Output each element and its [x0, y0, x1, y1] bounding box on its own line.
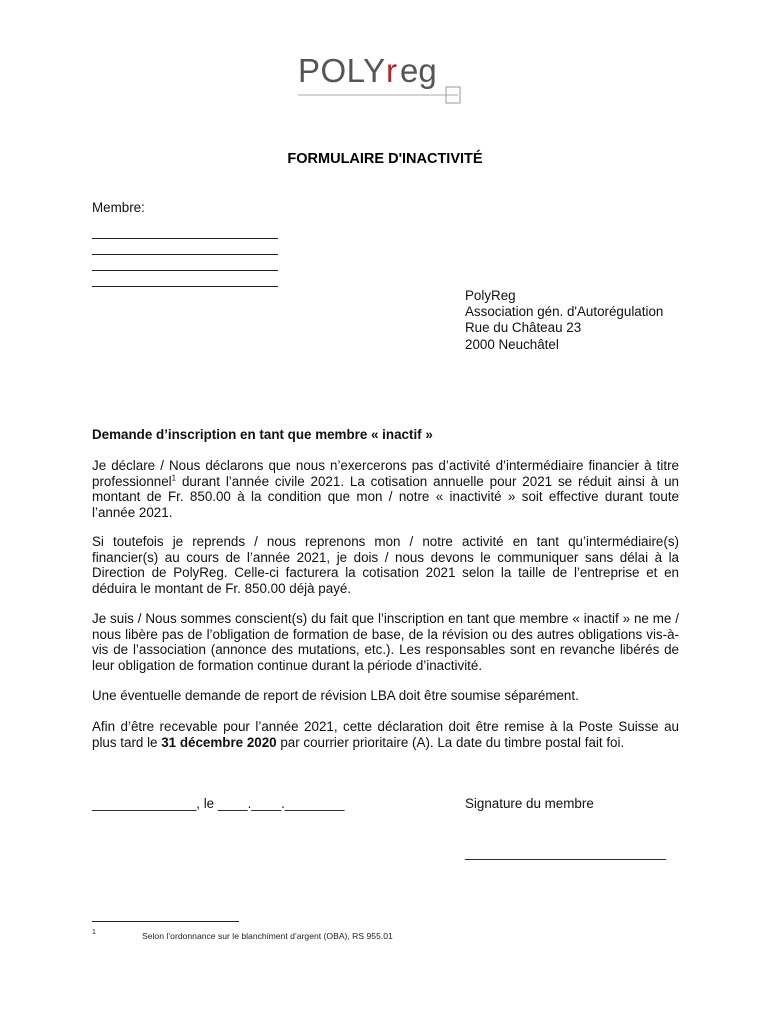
request-heading: Demande d’inscription en tant que membre « inactif »: [92, 427, 433, 442]
footnote-ref: 1: [171, 473, 177, 483]
member-line-1[interactable]: [92, 238, 278, 239]
paragraph-1-text-b: durant l’année civile 2021. La cotisation annuelle pour 2021 se réduit ainsi à un montant de Fr. 850.00 à la condition que mon / notre « inactivité » soit effective durant toute l’année 2021.: [92, 473, 679, 520]
member-label: Membre:: [92, 200, 145, 215]
signature-line[interactable]: ___________________________: [465, 845, 667, 860]
page-title: FORMULAIRE D'INACTIVITÉ: [287, 151, 483, 167]
address-line: Association gén. d'Autorégulation: [465, 304, 664, 320]
svg-text:POLY: POLY: [298, 52, 386, 89]
address-line: Rue du Château 23: [465, 320, 582, 336]
paragraph-5-text-b: par courrier prioritaire (A). La date du timbre postal fait foi.: [276, 734, 625, 750]
footnote-divider: [92, 921, 239, 922]
footnote-text: Selon l’ordonnance sur le blanchiment d’argent (OBA), RS 955.01: [142, 931, 393, 941]
paragraph-1-text-a: Je déclare / Nous déclarons que nous n’exercerons pas d’activité d’intermédiaire financier à titre professionnel: [92, 458, 679, 489]
address-line: PolyReg: [465, 288, 516, 303]
paragraph-4: Une éventuelle demande de report de révision LBA doit être soumise séparément.: [92, 688, 579, 703]
paragraph-2: Si toutefois je reprends / nous reprenons mon / notre activité en tant qu’intermédiaire(s) financier(s) au cours de l’année 2021, je dois / nous devons le communiquer sans délai à la Direction de PolyReg. Celle-ci facturera la cotisation 2021 selon la taille de l’entreprise et en déduira le montant de Fr. 850.00 déjà payé.: [92, 534, 679, 596]
member-line-3[interactable]: [92, 270, 278, 271]
svg-text:eg: eg: [400, 52, 437, 89]
signature-label: Signature du membre: [465, 796, 594, 811]
recipient-address: [465, 288, 663, 353]
paragraph-5: [92, 719, 679, 750]
footnote-number: 1: [92, 929, 96, 936]
svg-text:r: r: [386, 52, 397, 89]
place-date-field[interactable]: ______________, le ____.____.________: [92, 796, 345, 811]
paragraph-5-text-a: Afin d’être recevable pour l’année 2021, cette déclaration doit être remise à la Poste Suisse au plus tard le: [92, 719, 679, 750]
member-line-2[interactable]: [92, 254, 278, 255]
logo-graphic: [298, 52, 478, 112]
address-line: 2000 Neuchâtel: [465, 336, 559, 352]
paragraph-1: [92, 458, 679, 520]
polyreg-logo: [298, 52, 478, 112]
footnote: [92, 931, 492, 945]
deadline-date: 31 décembre 2020: [161, 734, 277, 750]
member-line-4[interactable]: [92, 286, 278, 287]
paragraph-3: Je suis / Nous sommes conscient(s) du fait que l’inscription en tant que membre « inactif » ne me / nous libère pas de l’obligation de formation de base, de la révision ou des autres obligations vis-à-vis de l’association (annonce des mutations, etc.). Les responsables sont en revanche libérés de leur obligation de formation continue durant la période d’inactivité.: [92, 611, 679, 673]
